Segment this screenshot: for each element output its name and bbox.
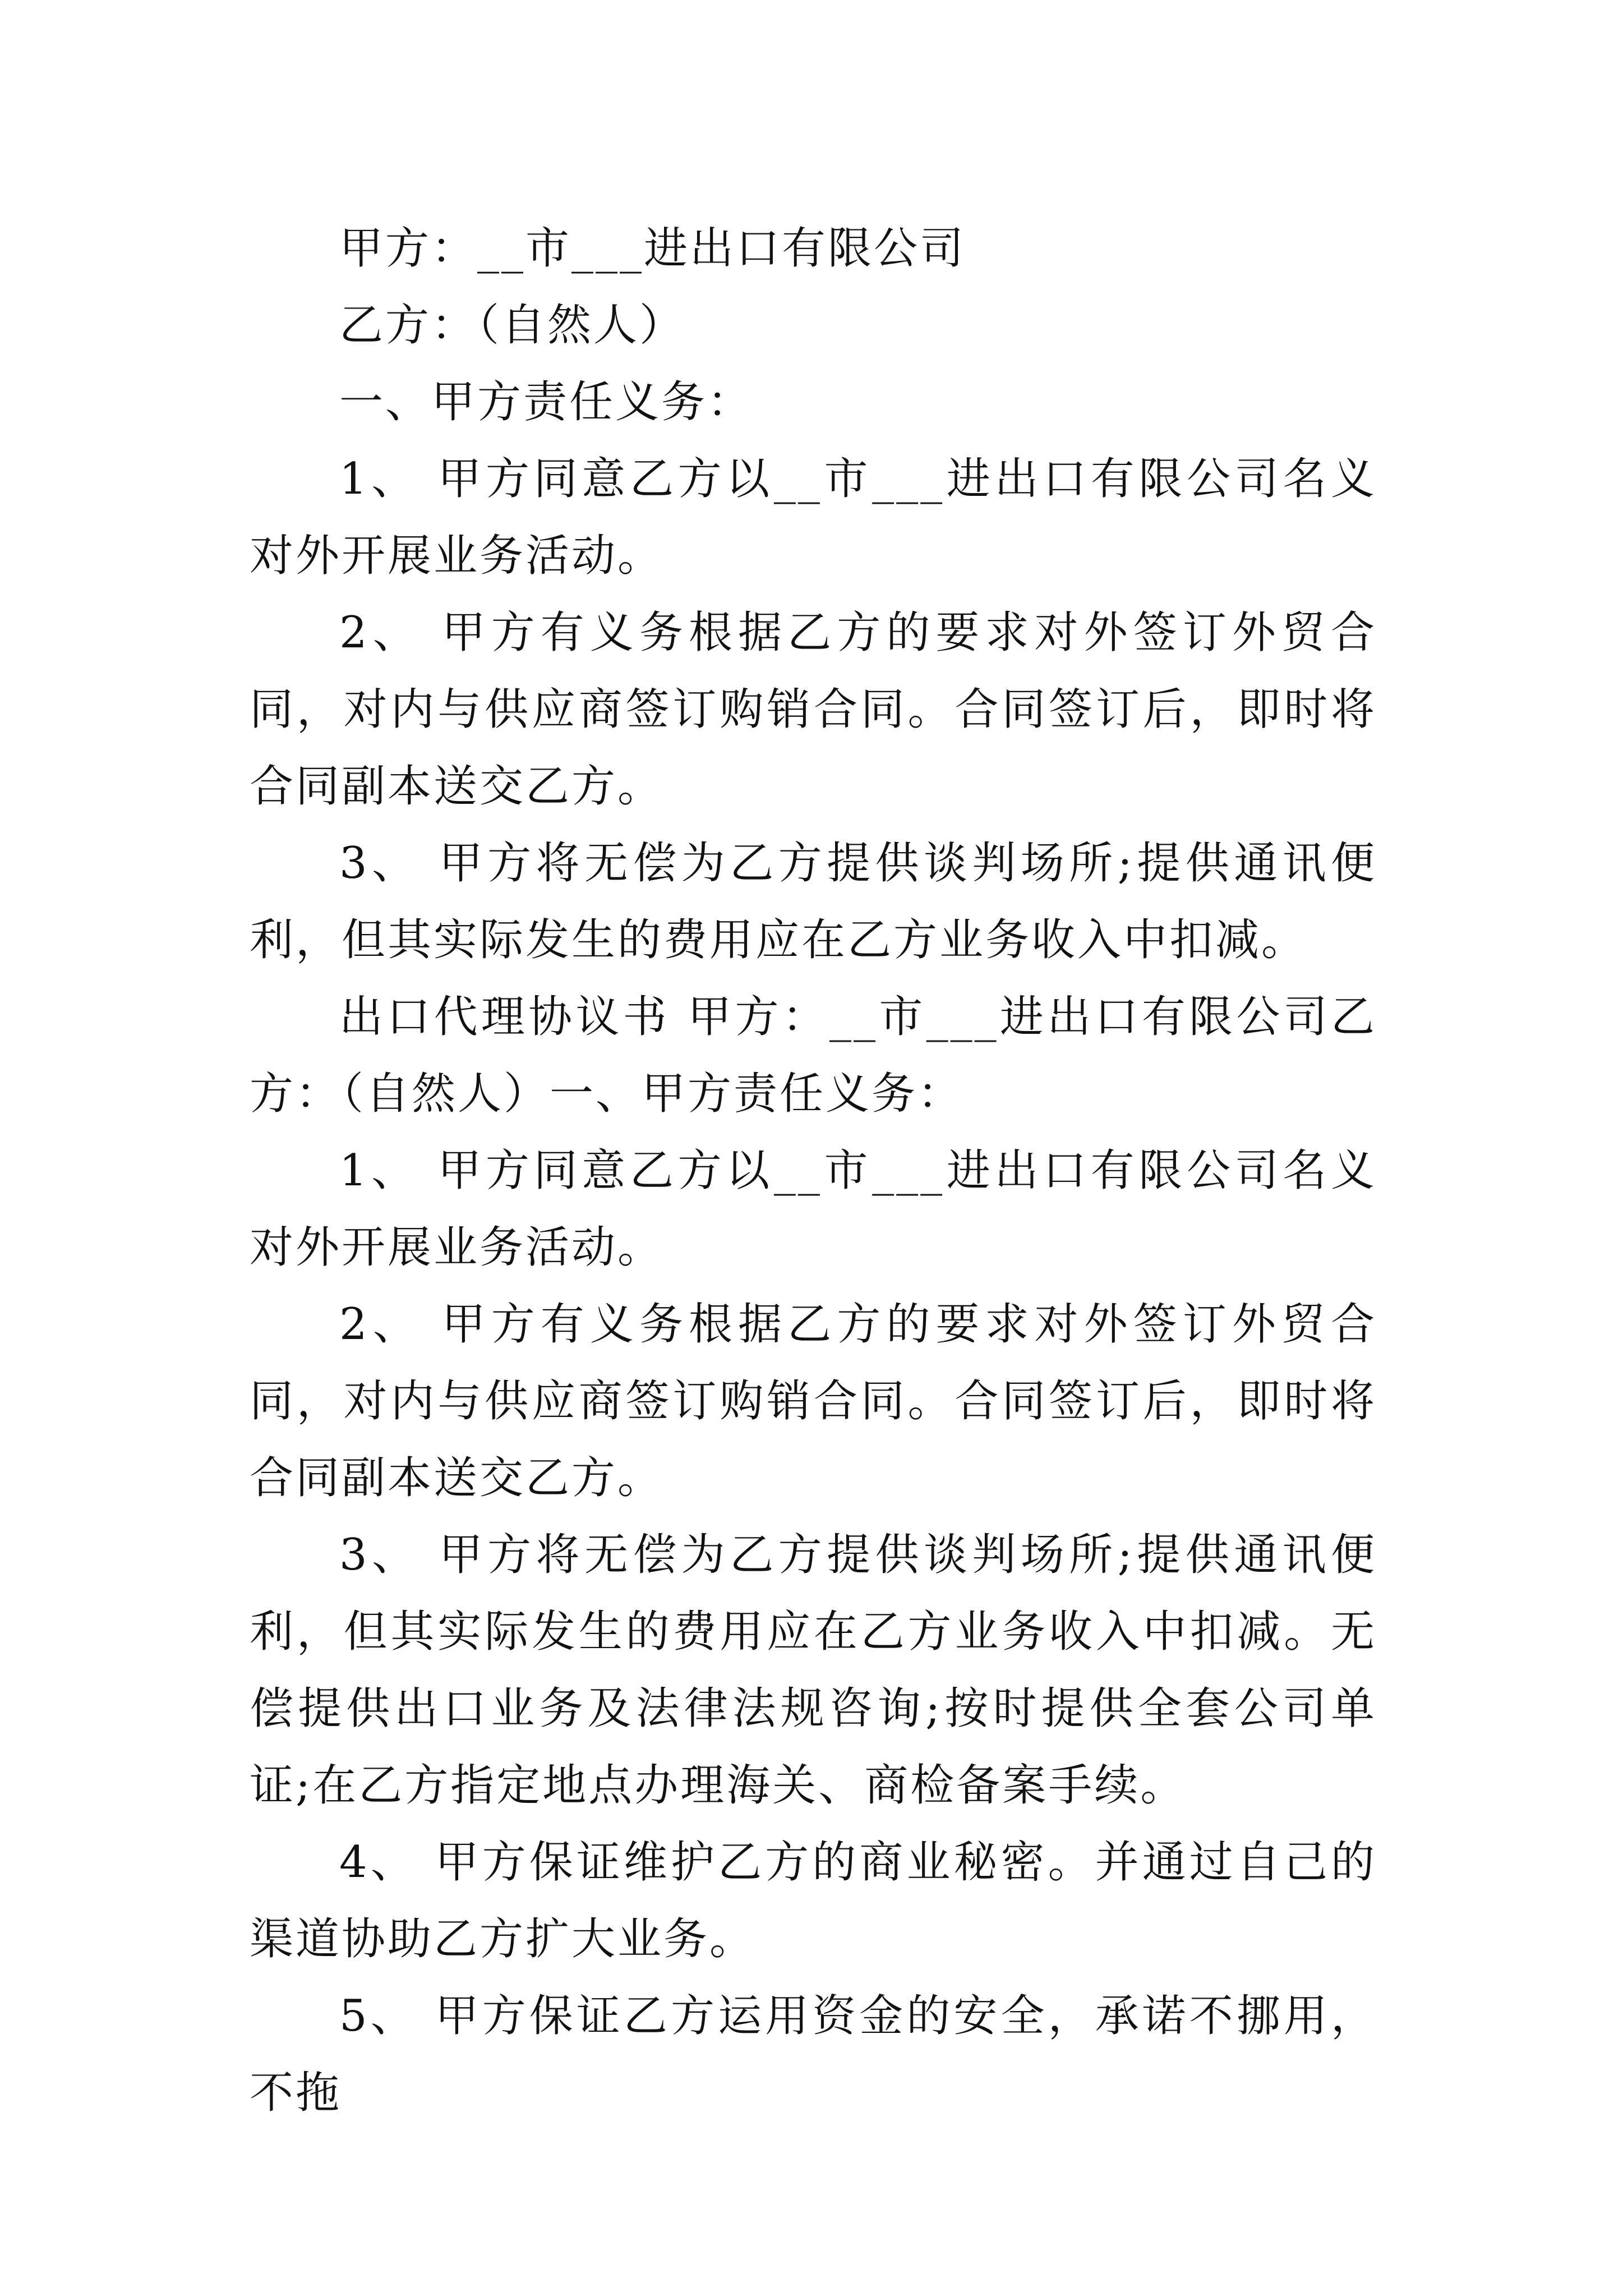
clause-paragraph: 1、 甲方同意乙方以__市___进出口有限公司名义对外开展业务活动。 (250, 454, 1377, 581)
clause-paragraph: 3、 甲方将无偿为乙方提供谈判场所;提供通讯便利，但其实际发生的费用应在乙方业务收入中扣减。无偿提供出口业务及法律法规咨询;按时提供全套公司单证;在乙方指定地点办理海关、商检备案手续。 (250, 1530, 1377, 1811)
section-heading: 一、甲方责任义务： (339, 377, 754, 427)
clause-paragraph: 1、 甲方同意乙方以__市___进出口有限公司名义对外开展业务活动。 (250, 1145, 1377, 1273)
clause-paragraph: 3、 甲方将无偿为乙方提供谈判场所;提供通讯便利，但其实际发生的费用应在乙方业务收入中扣减。 (250, 838, 1377, 965)
document-body (250, 210, 1377, 2132)
agreement-title-paragraph: 出口代理协议书 甲方：__市___进出口有限公司乙方：（自然人）一、甲方责任义务： (250, 992, 1377, 1119)
clause-paragraph: 2、 甲方有义务根据乙方的要求对外签订外贸合同，对内与供应商签订购销合同。合同签订后，即时将合同副本送交乙方。 (250, 1299, 1377, 1503)
clause-paragraph: 4、 甲方保证维护乙方的商业秘密。并通过自己的渠道协助乙方扩大业务。 (250, 1837, 1377, 1964)
party-a-line: 甲方：__市___进出口有限公司 (339, 223, 966, 274)
clause-paragraph: 5、 甲方保证乙方运用资金的安全，承诺不挪用，不拖 (250, 1991, 1377, 2118)
clause-paragraph: 2、 甲方有义务根据乙方的要求对外签订外贸合同，对内与供应商签订购销合同。合同签订后，即时将合同副本送交乙方。 (250, 608, 1377, 812)
party-b-line: 乙方：（自然人） (339, 300, 686, 351)
